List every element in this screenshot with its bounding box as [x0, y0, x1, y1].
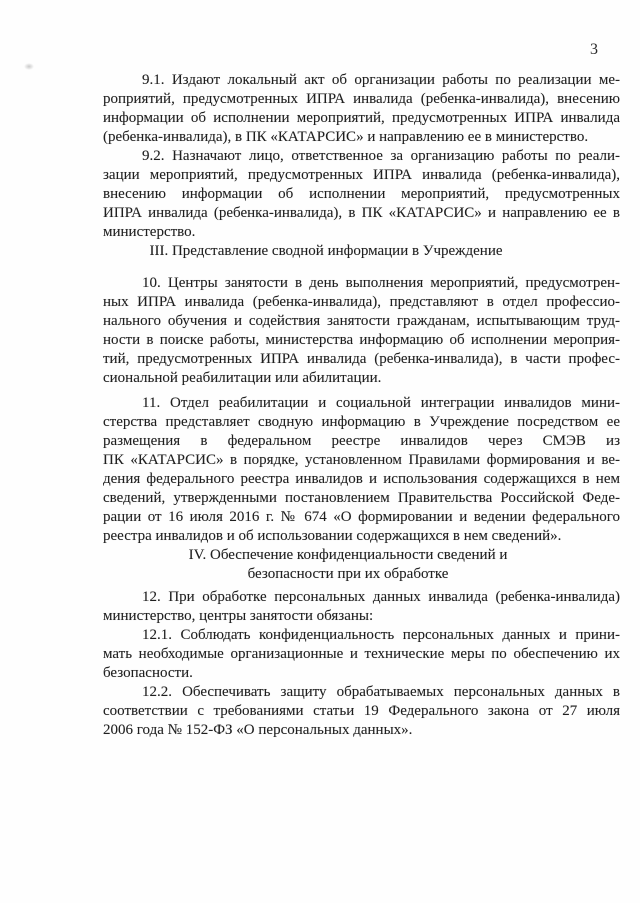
paragraph-9-2-line-1: 9.2. Назначают лицо, ответственное за организацию работы по реали- [142, 148, 620, 164]
section-heading-iii [103, 242, 549, 261]
paragraph-12-1-line-3: безопасности. [103, 665, 193, 681]
paragraph-9-1-line-2: роприятий, предусмотренных ИПРА инвалида (ребенка-инвалида), внесению [103, 91, 620, 107]
paragraph-9-1-line-1: 9.1. Издают локальный акт об организации работы по реализации ме- [142, 72, 620, 88]
paragraph-9-2-line-3: внесению информации об исполнении мероприятий, предусмотренных [103, 186, 620, 202]
page-number: 3 [590, 41, 598, 58]
paragraph-12 [103, 588, 620, 626]
paragraph-10 [103, 274, 620, 388]
document-body [103, 71, 620, 740]
paragraph-10-line-3: нального обучения и содействия занятости гражданам, испытывающим труд- [103, 313, 620, 329]
section-heading-iv-line-2: безопасности при их обработке [247, 566, 449, 582]
paragraph-12-line-1: 12. При обработке персональных данных инвалида (ребенка-инвалида) [142, 589, 620, 605]
section-heading-iii-line-1: III. Представление сводной информации в Учреждение [149, 243, 503, 259]
paragraph-11-line-4: ПК «КАТАРСИС» в порядке, установленном Правилами формирования и ве- [103, 452, 620, 468]
paragraph-9-2-line-5: министерство. [103, 224, 196, 240]
paragraph-11-line-8: реестра инвалидов и об использовании содержащихся в нем сведений». [103, 528, 562, 544]
paragraph-11-line-1: 11. Отдел реабилитации и социальной интеграции инвалидов мини- [142, 395, 620, 411]
paragraph-11-line-3: размещения в федеральном реестре инвалидов через СМЭВ из [103, 433, 620, 449]
paragraph-9-2 [103, 147, 620, 242]
paragraph-12-2-line-1: 12.2. Обеспечивать защиту обрабатываемых персональных данных в [142, 684, 620, 700]
paragraph-10-line-4: ности в поиске работы, министерства информацию об исполнении мероприя- [103, 332, 620, 348]
paragraph-12-2 [103, 683, 620, 740]
paragraph-12-1 [103, 626, 620, 683]
paragraph-9-2-line-2: зации мероприятий, предусмотренных ИПРА инвалида (ребенка-инвалида), [103, 167, 620, 183]
paragraph-12-line-2: министерство, центры занятости обязаны: [103, 608, 374, 624]
paragraph-11 [103, 394, 620, 546]
paragraph-10-line-6: сиональной реабилитации или абилитации. [103, 370, 382, 386]
paragraph-11-line-2: стерства представляет сводную информацию в Учреждение посредством ее [103, 414, 620, 430]
section-heading-iv [103, 546, 593, 584]
paragraph-9-1-line-3: информации об исполнении мероприятий, предусмотренных ИПРА инвалида [103, 110, 620, 126]
paragraph-12-1-line-2: мать необходимые организационные и технические меры по обеспечению их [103, 646, 620, 662]
paragraph-11-line-5: дения федерального реестра инвалидов и использования содержащихся в нем [103, 471, 620, 487]
paragraph-11-line-6: сведений, утвержденными постановлением Правительства Российской Феде- [103, 490, 620, 506]
paragraph-9-2-line-4: ИПРА инвалида (ребенка-инвалида), в ПК «КАТАРСИС» и направлению ее в [103, 205, 620, 221]
paragraph-9-1 [103, 71, 620, 147]
paragraph-10-line-5: тий, предусмотренных ИПРА инвалида (ребенка-инвалида), в части профес- [103, 351, 620, 367]
paragraph-10-line-1: 10. Центры занятости в день выполнения мероприятий, предусмотрен- [142, 275, 620, 291]
paragraph-10-line-2: ных ИПРА инвалида (ребенка-инвалида), представляют в отдел профессио- [103, 294, 620, 310]
scan-artifact-dot [24, 63, 34, 70]
section-heading-iv-line-1: IV. Обеспечение конфиденциальности сведений и [188, 547, 508, 563]
paragraph-11-line-7: рации от 16 июля 2016 г. № 674 «О формировании и ведении федерального [103, 509, 620, 525]
paragraph-12-2-line-3: 2006 года № 152-ФЗ «О персональных данных». [103, 722, 413, 738]
paragraph-9-1-line-4: (ребенка-инвалида), в ПК «КАТАРСИС» и направлению ее в министерство. [103, 129, 589, 145]
paragraph-12-2-line-2: соответствии с требованиями статьи 19 Федерального закона от 27 июля [103, 703, 620, 719]
paragraph-12-1-line-1: 12.1. Соблюдать конфиденциальность персональных данных и прини- [142, 627, 620, 643]
